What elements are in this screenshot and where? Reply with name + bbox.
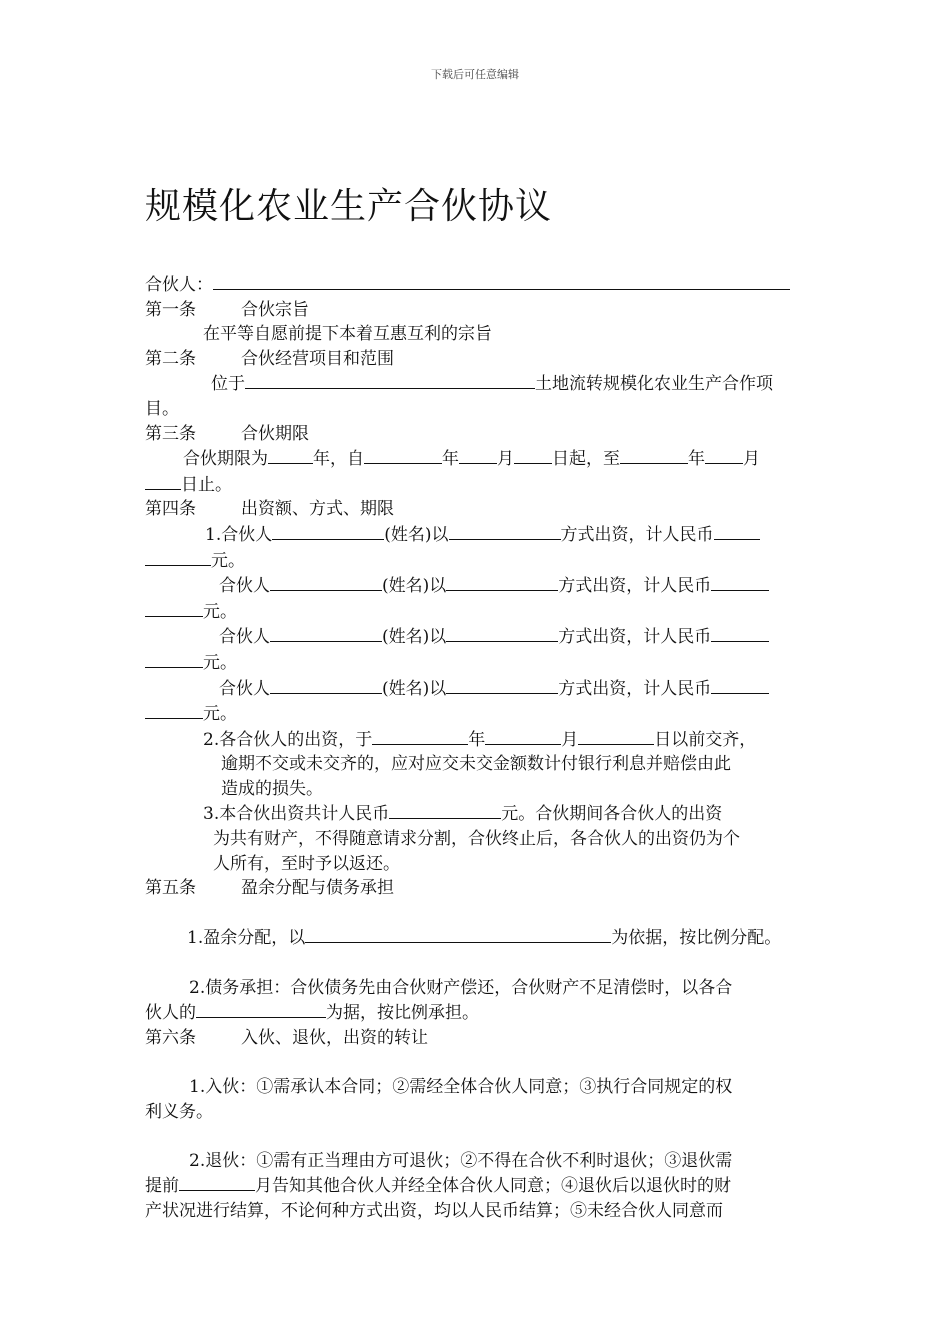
text: 日起，至 [552,449,620,470]
withdraw-para-l3: 产状况进行结算，不论何种方式出资，均以人民币结算；⑤未经合伙人同意而 [145,1200,723,1221]
text: 元。 [211,550,245,571]
text: 合伙期限为 [183,449,268,470]
deadline-para-l2: 逾期不交或未交齐的，应对应交未交金额数计付银行利息并赔偿由此 [221,754,731,775]
total-para-l3: 人所有，至时予以返还。 [213,853,400,874]
text: 伙人的 [145,1003,196,1024]
spacer [145,1050,810,1075]
start-month-blank [459,446,497,464]
contribution-row [145,522,810,548]
location-blank [245,371,535,389]
article-title: 合伙经营项目和范围 [241,348,394,369]
text: 为依据，按比例分配。 [611,928,782,949]
article-6-heading [145,1026,810,1051]
text: 元。合伙期间各合伙人的出资 [501,804,723,825]
text: 月告知其他合伙人并经全体合伙人同意；④退伙后以退伙时的财 [255,1176,731,1197]
article-2-body-cont: 目。 [145,398,179,419]
amount-blank [711,676,769,694]
text: 1.盈余分配，以 [187,928,306,949]
article-title: 出资额、方式、期限 [241,499,394,520]
partner-label: 合伙人： [145,275,213,295]
method-blank [446,573,558,591]
profit-para [145,925,810,951]
text: 日止。 [181,474,232,495]
start-year-blank [364,446,442,464]
method-blank [446,676,558,694]
name-blank [272,522,384,540]
article-label: 第六条 [145,1027,196,1048]
article-label: 第三条 [145,423,196,444]
text: (姓名)以 [382,678,447,699]
text: 为据，按比例承担。 [326,1003,479,1024]
debt-para: 2.债务承担：合伙债务先由合伙财产偿还，合伙财产不足清偿时，以各合 [189,977,733,998]
notice-months-blank [179,1173,255,1191]
deadline-para [145,727,810,753]
article-label: 第一条 [145,299,196,320]
spacer [145,1124,810,1149]
text: 方式出资，计人民币 [558,678,712,699]
article-title: 入伙、退伙，出资的转让 [241,1027,428,1048]
article-3-heading [145,422,810,447]
article-label: 第四条 [145,499,196,520]
header-note: 下载后可任意编辑 [431,68,519,81]
article-4-heading [145,497,810,522]
spacer [145,901,810,926]
join-para-l2: 利义务。 [145,1101,213,1122]
text: 合伙人 [219,678,270,699]
text: 合伙人 [219,576,270,597]
text: 元。 [203,704,237,725]
name-blank [270,624,382,642]
text: 日以前交齐， [654,729,757,750]
start-day-blank [514,446,552,464]
method-blank [449,522,561,540]
contribution-row-cont [145,599,810,625]
text: 年 [468,729,486,750]
article-label: 第二条 [145,348,196,369]
total-para-l2: 为共有财产，不得随意请求分割，合伙终止后，各合伙人的出资仍为个 [213,829,740,850]
deadline-month-blank [485,727,561,745]
article-5-heading [145,876,810,901]
join-para: 1.入伙：①需承认本合同；②需经全体合伙人同意；③执行合同规定的权 [189,1077,733,1097]
amount-blank [145,650,203,668]
text: 1.合伙人 [205,524,273,545]
contribution-row-cont [145,650,810,676]
text: 月 [561,729,579,750]
article-2-heading [145,347,810,372]
text: (姓名)以 [382,627,447,648]
article-1-body: 在平等自愿前提下本着互惠互利的宗旨 [203,324,492,345]
debt-para-l2 [145,1000,810,1026]
article-1-heading [145,298,810,323]
contribution-row-cont [145,701,810,727]
amount-blank [145,701,203,719]
end-day-blank [145,472,181,490]
contribution-row [145,624,810,650]
text: 提前 [145,1176,179,1197]
total-amount-blank [389,801,501,819]
article-2-body [145,371,810,397]
text: (姓名)以 [384,524,449,545]
debt-basis-blank [196,1000,326,1018]
amount-blank [711,624,769,642]
years-blank [268,446,313,464]
total-para [145,801,810,827]
end-year-blank [620,446,688,464]
deadline-year-blank [372,727,468,745]
amount-blank [145,548,211,566]
text: 方式出资，计人民币 [558,627,712,648]
deadline-day-blank [578,727,654,745]
text: 方式出资，计人民币 [558,576,712,597]
name-blank [270,676,382,694]
text: 年，自 [313,449,364,470]
partner-line [145,272,810,298]
text: 年 [688,449,705,470]
withdraw-para-l2 [145,1173,810,1199]
document-title: 规模化农业生产合伙协议 [145,186,553,227]
end-month-blank [705,446,743,464]
text: 方式出资，计人民币 [560,524,714,545]
profit-basis-blank [305,925,611,943]
contribution-row-cont [145,548,810,574]
text: (姓名)以 [382,576,447,597]
amount-blank [145,599,203,617]
amount-blank [714,522,760,540]
article-title: 合伙宗旨 [241,299,309,320]
text: 年 [442,449,459,470]
name-blank [270,573,382,591]
article-title: 盈余分配与债务承担 [241,878,394,899]
text: 合伙人 [219,627,270,648]
contribution-row [145,573,810,599]
text: 3.本合伙出资共计人民币 [203,804,390,825]
partner-blank [213,272,790,290]
spacer [145,951,810,976]
text: 位于 [211,374,245,395]
document-body [145,272,810,1224]
article-3-body [145,446,810,472]
text: 2.各合伙人的出资，于 [203,729,373,750]
text: 元。 [203,601,237,622]
article-3-body-cont [145,472,810,498]
text: 月 [743,449,760,470]
contribution-row [145,676,810,702]
withdraw-para: 2.退伙：①需有正当理由方可退伙；②不得在合伙不利时退伙；③退伙需 [189,1150,733,1171]
article-label: 第五条 [145,878,196,899]
method-blank [446,624,558,642]
article-title: 合伙期限 [241,423,309,444]
text: 元。 [203,652,237,673]
text: 月 [497,449,514,470]
amount-blank [711,573,769,591]
text: 土地流转规模化农业生产合作项 [535,374,773,395]
deadline-para-l3: 造成的损失。 [221,778,323,799]
